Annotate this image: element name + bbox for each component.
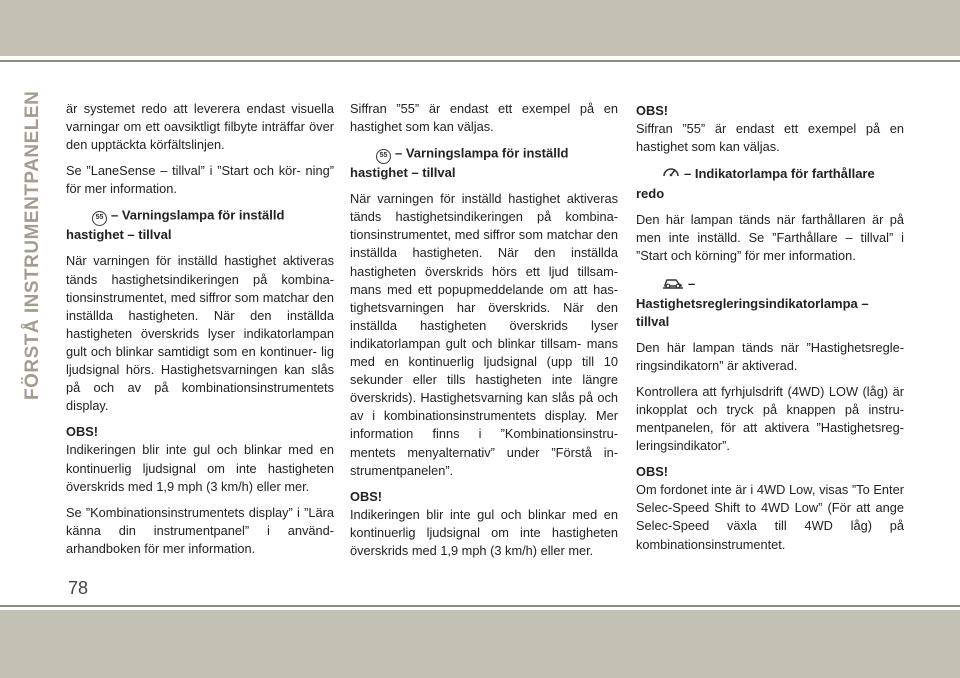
note (636, 463, 904, 553)
note-label: OBS! (636, 464, 668, 480)
heading-text: – Varningslampa för inställd hastighet – tillval (350, 145, 569, 181)
speedometer-icon (662, 164, 680, 185)
note (350, 488, 618, 560)
note-text: Indikeringen blir inte gul och blinkar med en kontinuerlig ljudsignal om inte hastigheten överskrids med 1,9 mph (3 km/h) eller mer. (350, 506, 618, 558)
bottom-rule (0, 605, 960, 607)
paragraph: Den här lampan tänds när ”Hastighetsregle- ringsindikatorn” är aktiverad. (636, 339, 904, 373)
column-1 (66, 100, 334, 566)
note-label: OBS! (350, 488, 382, 504)
paragraph: När varningen för inställd hastighet aktiveras tänds hastighetsindikeringen på kombina- tionsinstrumentet, med siffror som matchar den inställda hastigheten. När den inställda hastigheten överskrids lyser indikatorlampan gult och blinkar samtidigt som en kontinuer- lig ljudsignal hörs. Hastighetsvarningen kan slås på och av på kombinationsinstrumentets display. (66, 253, 334, 414)
note-text: Indikeringen blir inte gul och blinkar med en kontinuerlig ljudsignal om inte hastigheten överskrids med 1,9 mph (3 km/h) eller mer. (66, 442, 334, 494)
bottom-band (0, 610, 960, 678)
paragraph: är systemet redo att leverera endast visuella varningar om ett oavsiktligt filbyte inträffar över den upptäckta körfältslinjen. (66, 101, 334, 153)
note (636, 102, 904, 156)
section-heading (636, 274, 904, 331)
top-band (0, 0, 960, 56)
heading-text: – Indikatorlampa för farthållare redo (636, 166, 875, 202)
heading-text: – Varningslampa för inställd hastighet – tillval (66, 207, 285, 243)
section-heading (636, 164, 904, 203)
note-label: OBS! (636, 103, 668, 118)
paragraph: Den här lampan tänds när farthållaren är på men inte inställd. Se ”Farthållare – tillval” i ”Start och körning” för mer information. (636, 212, 904, 264)
page-number: 78 (68, 578, 89, 598)
paragraph: Siffran ”55” är endast ett exempel på en hastighet som kan väljas. (350, 101, 618, 135)
side-section-title: FÖRSTÅ INSTRUMENTPANELEN (22, 90, 43, 400)
hill-descent-vehicle-icon (662, 274, 684, 295)
note-text: Om fordonet inte är i 4WD Low, visas ”To Enter Selec-Speed Shift to 4WD Low” (För att ange Selec-Speed växla till 4WD låg) på kombinationsinstrumentet. (636, 482, 904, 552)
section-heading (66, 206, 334, 244)
paragraph: Kontrollera att fyrhjulsdrift (4WD) LOW (låg) är inkopplat och tryck på knappen på instru- mentpanelen, för att aktivera ”Hastighetsreg- leringsindikator”. (636, 383, 904, 454)
heading-text: – Hastighetsregleringsindikatorlampa – tillval (636, 275, 869, 329)
top-rule (0, 60, 960, 62)
note-label: OBS! (66, 424, 98, 440)
column-3 (636, 102, 904, 562)
section-heading (350, 144, 618, 182)
speed-limit-icon: 55 (376, 144, 391, 164)
note (66, 423, 334, 495)
note-text: Siffran ”55” är endast ett exempel på en hastighet som kan väljas. (636, 121, 904, 155)
paragraph: När varningen för inställd hastighet aktiveras tänds hastighetsindikeringen på kombina- tionsinstrumentet, med siffror som matchar den inställda hastigheten. När den inställda hastigheten överskrids hörs ett ljud tillsam- mans med ett popupmeddelande om att has- tighetsvarningen har överskrids. När den inställda hastigheten överskrids lyser indikatorlampan gult och blinkar tillsam- mans med en kontinuerlig ljudsignal (upp till 10 sekunder eller tills hastigheten inte längre överskrids). Hastighetsvarning kan slås på och av i kombinationsinstrumentets display. Mer information finns i ”Kombinationsinstru- mentets menyalternativ” under ”Förstå in- strumentpanelen”. (350, 191, 618, 478)
column-2 (350, 100, 618, 568)
speed-limit-icon: 55 (92, 206, 107, 226)
paragraph: Se ”LaneSense – tillval” i ”Start och kör- ning” för mer information. (66, 163, 334, 197)
paragraph: Se ”Kombinationsinstrumentets display” i ”Lära känna din instrumentpanel” i använd- arhandboken för mer information. (66, 504, 334, 556)
